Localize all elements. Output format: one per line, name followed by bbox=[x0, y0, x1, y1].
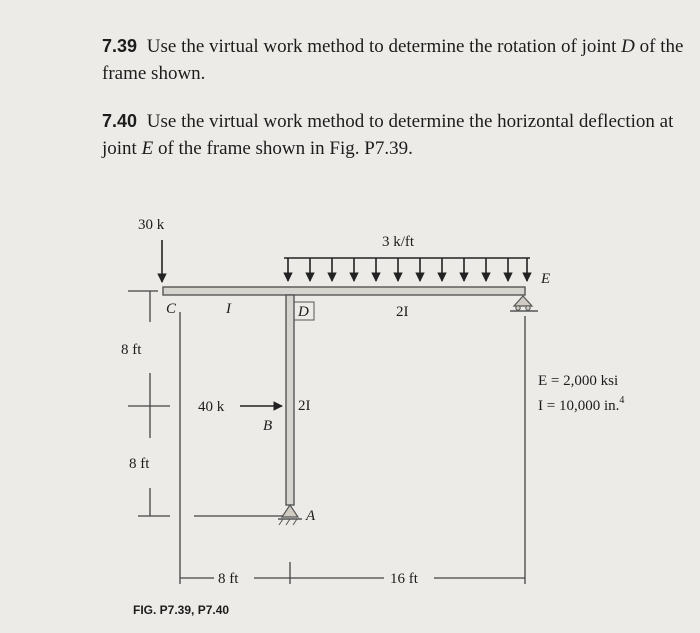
joint-b-label: B bbox=[263, 418, 273, 434]
roller-support-e bbox=[510, 296, 538, 311]
problem-number: 7.40 bbox=[102, 111, 138, 131]
dim-right-span-label: 16 ft bbox=[390, 571, 418, 587]
roller-wheel bbox=[516, 306, 520, 310]
support-hatch bbox=[286, 519, 290, 525]
problem-text: Use the virtual work method to determine the horizontal deflection at joint bbox=[102, 111, 674, 159]
material-i-line bbox=[538, 395, 624, 414]
figure-caption: FIG. P7.39, P7.40 bbox=[133, 603, 230, 617]
joint-e-label: E bbox=[541, 271, 551, 287]
problem-variable: E bbox=[141, 138, 154, 159]
support-triangle bbox=[282, 505, 298, 517]
dim-bottom-label: 8 ft bbox=[129, 456, 150, 472]
stiffness-ad-label: 2I bbox=[298, 398, 311, 414]
problem-text: Use the virtual work method to determine the rotation of joint bbox=[146, 36, 617, 57]
load-40k-label: 40 k bbox=[198, 399, 225, 415]
material-i-exponent: 4 bbox=[619, 395, 625, 406]
problem-number: 7.39 bbox=[102, 36, 138, 56]
stiffness-de-label: 2I bbox=[396, 304, 409, 320]
pin-support-a bbox=[278, 505, 302, 525]
column-ad bbox=[286, 295, 294, 505]
support-hatch bbox=[293, 519, 297, 525]
dim-top-label: 8 ft bbox=[121, 342, 142, 358]
roller-wheel bbox=[526, 306, 530, 310]
load-30k-label: 30 k bbox=[138, 217, 165, 233]
dim-left-span-label: 8 ft bbox=[218, 571, 239, 587]
support-triangle bbox=[514, 296, 532, 306]
stiffness-cd-label: I bbox=[226, 301, 231, 317]
support-hatch bbox=[279, 519, 283, 525]
distributed-load-label: 3 k/ft bbox=[382, 234, 415, 250]
joint-d-label: D bbox=[298, 304, 309, 320]
distributed-load bbox=[284, 258, 530, 281]
joint-a-label: A bbox=[306, 508, 316, 524]
problem-tail: of the frame shown in Fig. P7.39. bbox=[157, 138, 413, 159]
beam-ce bbox=[163, 287, 525, 295]
problem-variable: D bbox=[621, 36, 635, 57]
material-e: E = 2,000 ksi bbox=[538, 373, 619, 389]
joint-c-label: C bbox=[166, 301, 177, 317]
material-i: I = 10,000 in. bbox=[538, 398, 620, 414]
problem-tail: of the frame shown. bbox=[102, 36, 684, 84]
vertical-dimension bbox=[128, 291, 170, 516]
